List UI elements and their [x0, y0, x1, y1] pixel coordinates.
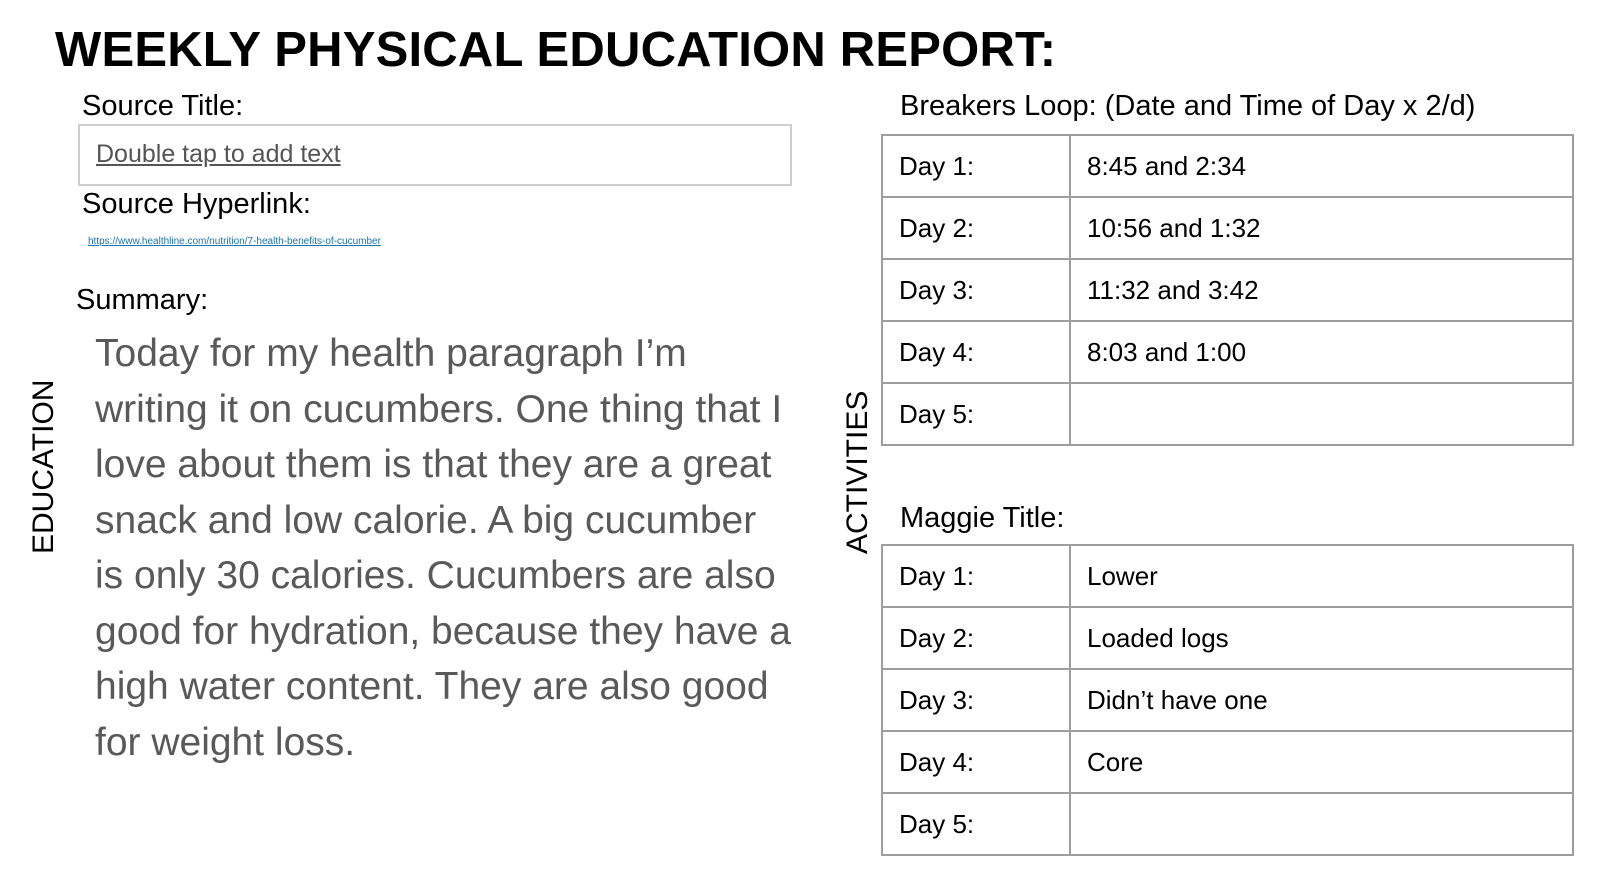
value-cell[interactable] [1070, 383, 1573, 445]
table-row [882, 607, 1573, 669]
education-side-label: EDUCATION [27, 379, 60, 554]
value-cell[interactable]: Lower [1070, 545, 1573, 607]
value-cell[interactable]: 11:32 and 3:42 [1070, 259, 1573, 321]
table-row [882, 669, 1573, 731]
day-cell: Day 3: [882, 259, 1070, 321]
table-row [882, 321, 1573, 383]
breakers-loop-heading: Breakers Loop: (Date and Time of Day x 2/d) [900, 90, 1476, 122]
activities-side-label: ACTIVITIES [841, 390, 874, 554]
page-title: WEEKLY PHYSICAL EDUCATION REPORT: [55, 23, 1057, 77]
table-row [882, 731, 1573, 793]
value-cell[interactable]: Core [1070, 731, 1573, 793]
table-row [882, 259, 1573, 321]
value-cell[interactable]: Loaded logs [1070, 607, 1573, 669]
day-cell: Day 1: [882, 545, 1070, 607]
table-row [882, 383, 1573, 445]
source-title-field[interactable] [78, 124, 792, 186]
breakers-loop-table [881, 134, 1574, 446]
summary-text: Today for my health paragraph I’m writing it on cucumbers. One thing that I love about them is that they are a great snack and low calorie. A big cucumber is only 30 calories. Cucumbers are also good for hydration, because they have a high water content. They are also good for weight loss. [95, 332, 791, 764]
summary-label: Summary: [76, 284, 209, 316]
day-cell: Day 5: [882, 383, 1070, 445]
value-cell[interactable]: 10:56 and 1:32 [1070, 197, 1573, 259]
source-hyperlink[interactable]: https://www.healthline.com/nutrition/7-health-benefits-of-cucumber [88, 236, 381, 247]
table-row [882, 793, 1573, 855]
day-cell: Day 1: [882, 135, 1070, 197]
day-cell: Day 2: [882, 607, 1070, 669]
value-cell[interactable]: 8:45 and 2:34 [1070, 135, 1573, 197]
maggie-table [881, 544, 1574, 856]
day-cell: Day 4: [882, 731, 1070, 793]
value-cell[interactable] [1070, 793, 1573, 855]
source-hyperlink-label: Source Hyperlink: [82, 188, 311, 220]
source-title-placeholder[interactable]: Double tap to add text [96, 140, 341, 168]
day-cell: Day 3: [882, 669, 1070, 731]
value-cell[interactable]: Didn’t have one [1070, 669, 1573, 731]
table-row [882, 197, 1573, 259]
maggie-heading: Maggie Title: [900, 502, 1065, 534]
table-row [882, 135, 1573, 197]
day-cell: Day 5: [882, 793, 1070, 855]
source-title-label: Source Title: [82, 90, 244, 122]
value-cell[interactable]: 8:03 and 1:00 [1070, 321, 1573, 383]
day-cell: Day 4: [882, 321, 1070, 383]
table-row [882, 545, 1573, 607]
day-cell: Day 2: [882, 197, 1070, 259]
